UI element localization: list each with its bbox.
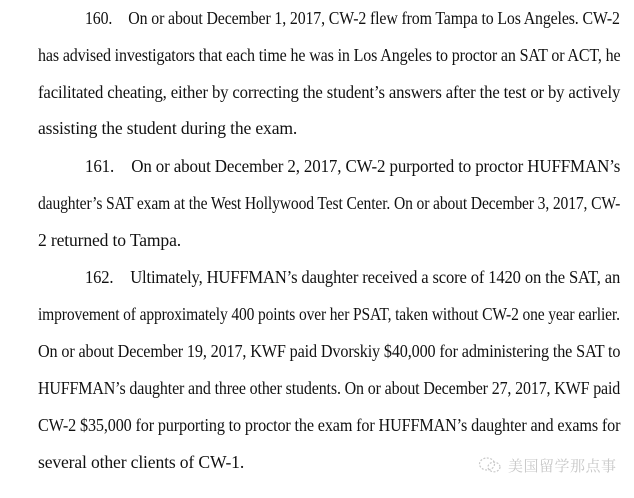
wechat-logo-icon [478,456,502,474]
paragraph-160-line-4: assisting the student during the exam. [38,118,298,138]
paragraph-162-line-1 [85,267,620,287]
paragraph-number: 162. [85,267,114,287]
paragraph-number: 161. [85,156,115,176]
watermark [478,452,617,478]
paragraph-text: On or about December 2, 2017, CW-2 purported to proctor HUFFMAN’s [131,156,621,176]
paragraph-162-line-2: improvement of approximately 400 points over her PSAT, taken without CW-2 one year earlier. [38,304,620,324]
watermark-text: 美国留学那点事 [508,456,617,475]
paragraph-number: 160. [85,8,113,28]
paragraph-161-line-1 [85,156,620,176]
paragraph-161-line-3: 2 returned to Tampa. [38,230,181,250]
paragraph-text: Ultimately, HUFFMAN’s daughter received a score of 1420 on the SAT, an [130,267,621,287]
paragraph-162-line-6: several other clients of CW-1. [38,452,245,472]
paragraph-162-line-4: HUFFMAN’s daughter and three other students. On or about December 27, 2017, KWF paid [38,378,621,398]
paragraph-162-line-5: CW-2 $35,000 for purporting to proctor the exam for HUFFMAN’s daughter and exams for [38,415,621,435]
paragraph-161-line-2: daughter’s SAT exam at the West Hollywood Test Center. On or about December 3, 2017, CW- [38,193,621,213]
paragraph-160-line-3: facilitated cheating, either by correcting the student’s answers after the test or by actively [38,82,621,102]
paragraph-text: On or about December 1, 2017, CW-2 flew from Tampa to Los Angeles. CW-2 [128,8,620,28]
paragraph-162-line-3: On or about December 19, 2017, KWF paid Dvorskiy $40,000 for administering the SAT to [38,341,621,361]
paragraph-160-line-2: has advised investigators that each time he was in Los Angeles to proctor an SAT or ACT, he [38,45,621,65]
paragraph-160-line-1 [85,8,620,28]
